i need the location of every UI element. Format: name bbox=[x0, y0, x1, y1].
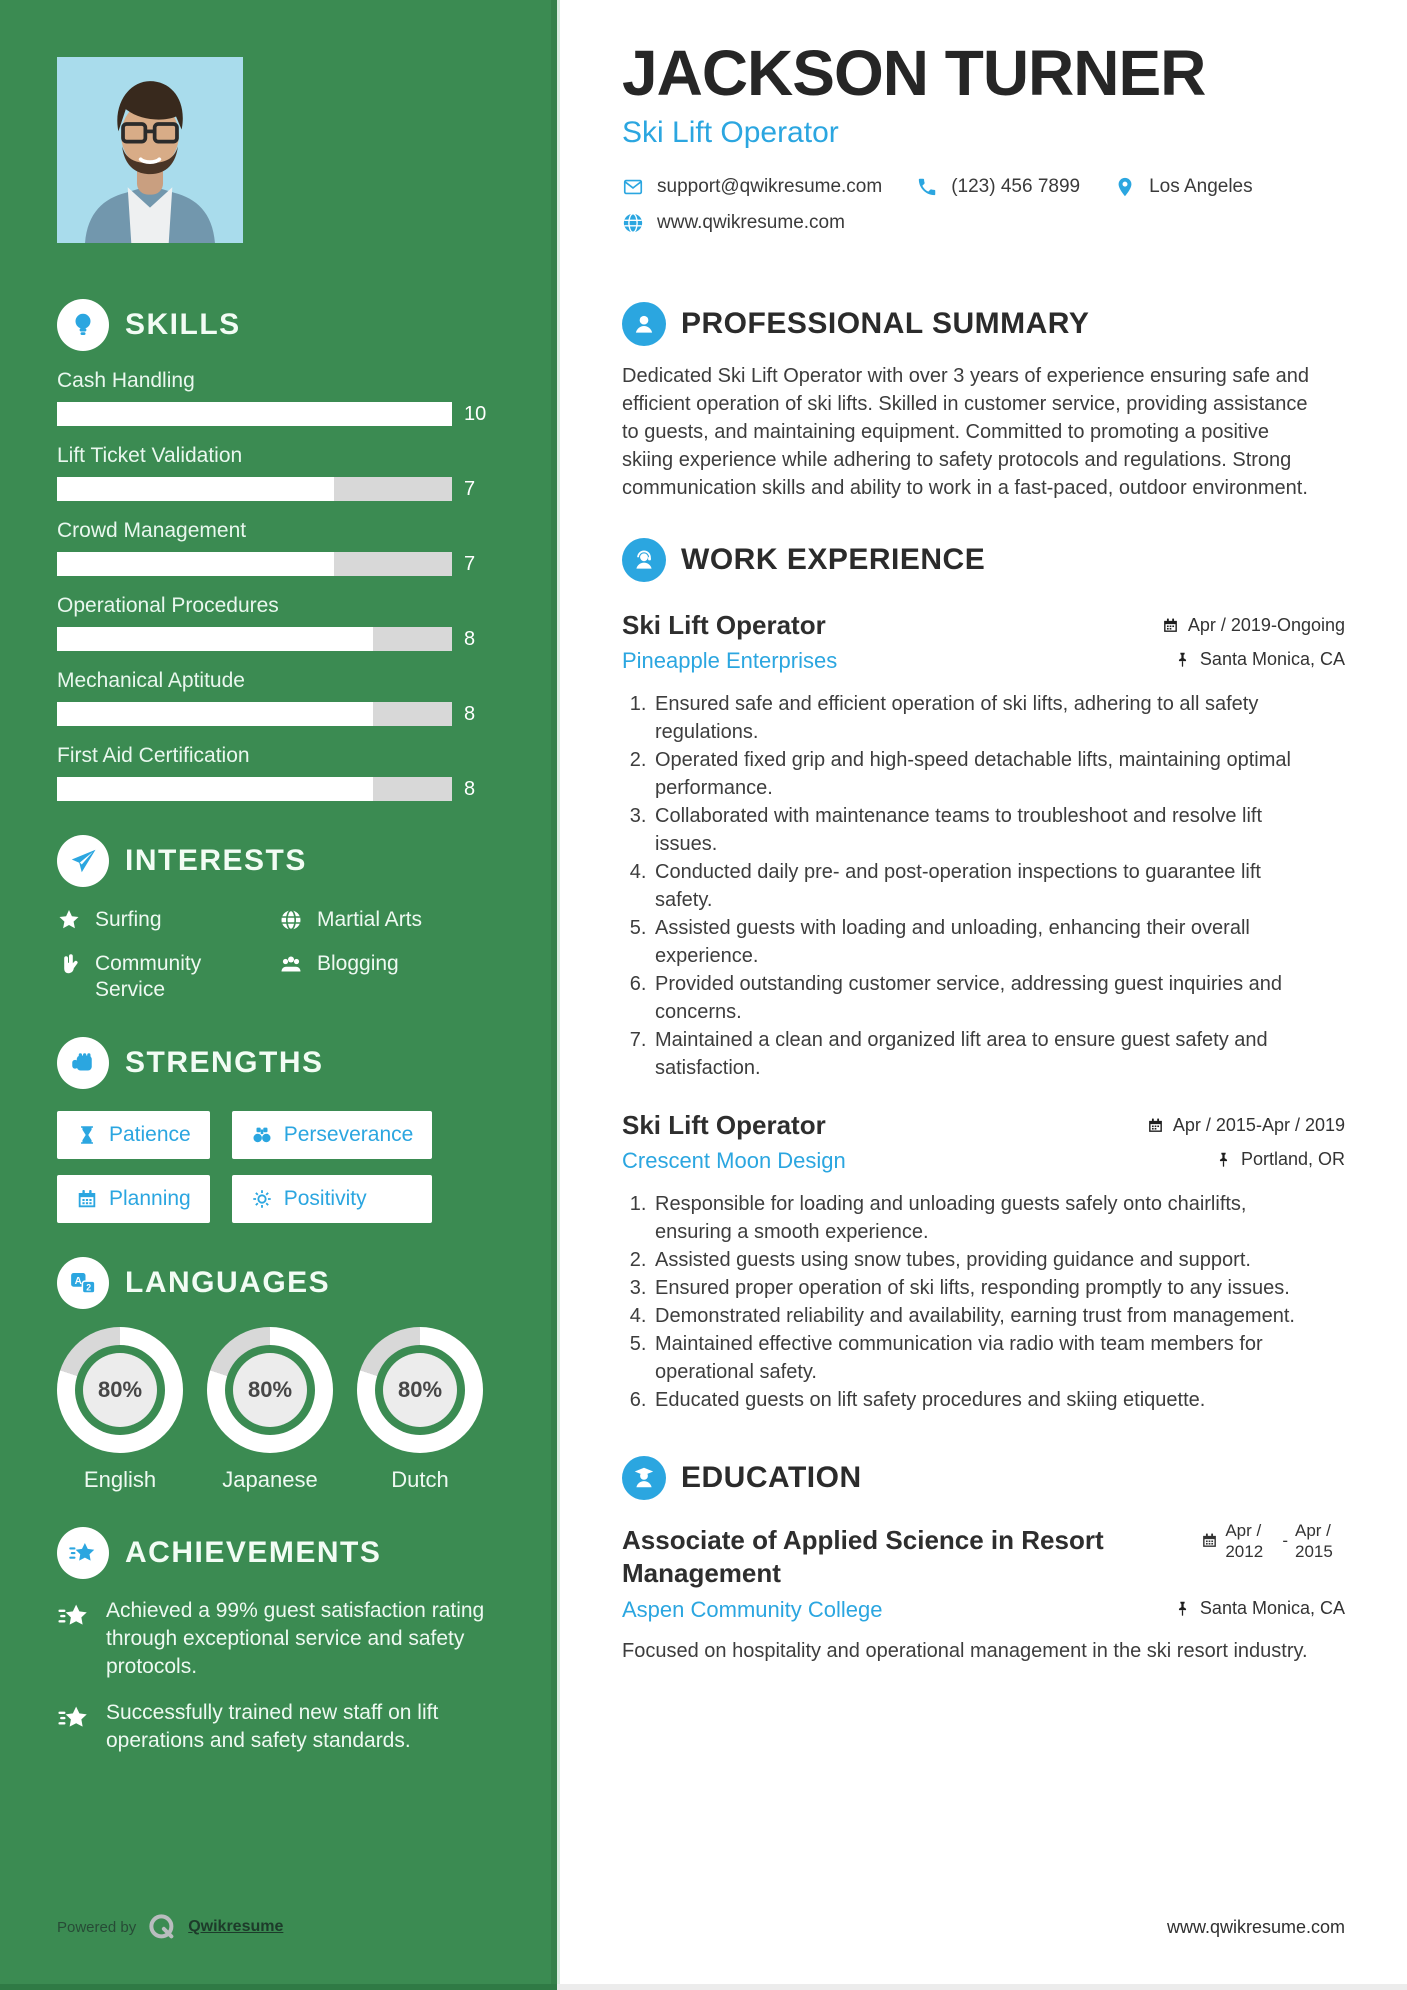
summary-text: Dedicated Ski Lift Operator with over 3 years of experience ensuring safe and efficient operation of ski lifts. Skilled in customer service, providing assistance to guests, and maintaining equipment. Committed to promoting a positive skiing experience while adhering to safety protocols and regulations. Strong communication skills and ability to work in a fast-paced, outdoor environment. bbox=[622, 364, 1310, 499]
skill-item bbox=[57, 669, 502, 726]
people-icon bbox=[279, 952, 303, 976]
contact-website: www.qwikresume.com bbox=[622, 212, 845, 234]
skill-label: First Aid Certification bbox=[57, 744, 250, 767]
calendar-blue-icon bbox=[76, 1188, 98, 1210]
qwikresume-link[interactable]: Qwikresume bbox=[188, 1918, 284, 1935]
language-donut bbox=[207, 1327, 333, 1453]
language-item bbox=[207, 1327, 333, 1493]
location-pin-icon bbox=[1114, 176, 1136, 198]
strengths-section bbox=[57, 1037, 502, 1223]
skill-bar bbox=[57, 552, 452, 576]
sidebar bbox=[0, 0, 557, 1990]
language-label: English bbox=[83, 1467, 157, 1492]
job-bullet: 5. Maintained effective communication via radio with team members for operational safety. bbox=[652, 1330, 1322, 1386]
skill-bar-fill bbox=[57, 552, 334, 576]
strengths-list bbox=[57, 1111, 502, 1223]
skill-bar bbox=[57, 402, 452, 426]
powered-by-label: Powered by bbox=[57, 1918, 137, 1936]
achievement-text: Achieved a 99% guest satisfaction rating through exceptional service and safety protocols. bbox=[106, 1599, 485, 1678]
experience-title: WORK EXPERIENCE bbox=[681, 542, 986, 576]
job-bullet: 3. Collaborated with maintenance teams to troubleshoot and resolve lift issues. bbox=[652, 802, 1322, 858]
interest-label: Blogging bbox=[317, 952, 399, 975]
achievement-item bbox=[57, 1597, 502, 1681]
skill-value: 7 bbox=[464, 477, 476, 500]
contact-email: support@qwikresume.com bbox=[622, 176, 882, 198]
job-company: Pineapple Enterprises bbox=[622, 647, 838, 673]
strength-label: Positivity bbox=[283, 1187, 367, 1210]
job-bullet: 2. Assisted guests using snow tubes, providing guidance and support. bbox=[652, 1246, 1322, 1274]
binoculars-icon bbox=[251, 1124, 273, 1146]
languages-title: LANGUAGES bbox=[125, 1266, 331, 1299]
achievements-list bbox=[57, 1597, 502, 1755]
hourglass-icon bbox=[76, 1124, 98, 1146]
interest-item bbox=[279, 907, 502, 933]
job-dates: Apr / 2015-Apr / 2019 bbox=[1147, 1115, 1345, 1136]
summary-title: PROFESSIONAL SUMMARY bbox=[681, 306, 1090, 340]
languages-list bbox=[57, 1327, 502, 1493]
job-location: Santa Monica, CA bbox=[1174, 649, 1345, 670]
job-bullet: 1. Responsible for loading and unloading guests safely onto chairlifts, ensuring a smooth experience. bbox=[652, 1190, 1322, 1246]
job-dates: Apr / 2019-Ongoing bbox=[1162, 615, 1345, 636]
profile-photo bbox=[57, 57, 243, 243]
email-icon bbox=[622, 176, 644, 198]
job-bullet: 3. Ensured proper operation of ski lifts, responding promptly to any issues. bbox=[652, 1274, 1322, 1302]
job-title: Ski Lift Operator bbox=[622, 115, 839, 149]
language-percent: 80% bbox=[233, 1353, 307, 1427]
skill-label: Crowd Management bbox=[57, 519, 247, 542]
language-label: Dutch bbox=[391, 1467, 449, 1492]
interest-label: Surfing bbox=[95, 908, 162, 931]
lightbulb-icon bbox=[57, 299, 109, 351]
avatar-illustration bbox=[57, 57, 243, 243]
strength-label: Perseverance bbox=[283, 1123, 414, 1146]
headset-person-icon bbox=[622, 538, 666, 582]
education-dates bbox=[1201, 1520, 1345, 1562]
skill-bar bbox=[57, 627, 452, 651]
main-column bbox=[557, 0, 1407, 1990]
language-percent: 80% bbox=[383, 1353, 457, 1427]
skill-bar-fill bbox=[57, 627, 373, 651]
svg-text:2: 2 bbox=[86, 1282, 92, 1293]
phone-icon bbox=[916, 176, 938, 198]
skill-label: Cash Handling bbox=[57, 369, 195, 392]
skill-bar bbox=[57, 702, 452, 726]
interest-label: Martial Arts bbox=[317, 908, 423, 931]
job-bullet: 2. Operated fixed grip and high-speed detachable lifts, maintaining optimal performance. bbox=[652, 746, 1322, 802]
achievement-item bbox=[57, 1699, 502, 1755]
language-item bbox=[357, 1327, 483, 1493]
paper-plane-icon bbox=[57, 835, 109, 887]
education-location: Santa Monica, CA bbox=[1174, 1598, 1345, 1619]
job-bullet: 4. Demonstrated reliability and availability, earning trust from management. bbox=[652, 1302, 1322, 1330]
star-motion-icon bbox=[57, 1599, 91, 1633]
job-bullet: 7. Maintained a clean and organized lift area to ensure guest safety and satisfaction. bbox=[652, 1026, 1322, 1082]
skill-label: Mechanical Aptitude bbox=[57, 669, 245, 692]
skill-label: Operational Procedures bbox=[57, 594, 279, 617]
person-name: JACKSON TURNER bbox=[622, 37, 1206, 109]
achievements-title: ACHIEVEMENTS bbox=[125, 1536, 382, 1569]
language-donut bbox=[357, 1327, 483, 1453]
job-location: Portland, OR bbox=[1215, 1149, 1345, 1170]
skill-item bbox=[57, 369, 502, 426]
skills-section bbox=[57, 299, 502, 801]
experience-section bbox=[622, 538, 1345, 1414]
pushpin-icon bbox=[1174, 1600, 1191, 1617]
contact-info bbox=[622, 176, 1345, 234]
language-label: Japanese bbox=[222, 1467, 318, 1492]
achievements-section bbox=[57, 1527, 502, 1755]
interests-list bbox=[57, 907, 502, 1003]
globe-icon bbox=[622, 212, 644, 234]
skill-bar-fill bbox=[57, 402, 452, 426]
skill-value: 10 bbox=[464, 402, 487, 425]
star-icon bbox=[57, 908, 81, 932]
education-entry bbox=[622, 1520, 1345, 1666]
skill-bar-fill bbox=[57, 702, 373, 726]
job-bullets bbox=[622, 1190, 1322, 1414]
skills-list bbox=[57, 369, 502, 801]
achievement-text: Successfully trained new staff on lift operations and safety standards. bbox=[106, 1701, 439, 1752]
job-bullet: 6. Provided outstanding customer service, addressing guest inquiries and concerns. bbox=[652, 970, 1322, 1026]
job-entry bbox=[622, 610, 1345, 1082]
svg-text:A: A bbox=[74, 1275, 82, 1287]
strength-badge bbox=[57, 1111, 210, 1159]
person-icon bbox=[622, 302, 666, 346]
interest-item bbox=[57, 907, 269, 933]
skill-value: 8 bbox=[464, 777, 476, 800]
language-percent: 80% bbox=[83, 1353, 157, 1427]
pushpin-icon bbox=[1215, 1151, 1232, 1168]
skill-value: 7 bbox=[464, 552, 476, 575]
education-section bbox=[622, 1456, 1345, 1666]
globe-outline-icon bbox=[279, 908, 303, 932]
strength-label: Planning bbox=[109, 1187, 191, 1210]
interest-item bbox=[279, 951, 502, 1003]
strength-badge bbox=[232, 1111, 433, 1159]
interest-item bbox=[57, 951, 269, 1003]
job-bullet: 4. Conducted daily pre- and post-operation inspections to guarantee lift safety. bbox=[652, 858, 1322, 914]
translate-icon bbox=[57, 1257, 109, 1309]
skill-value: 8 bbox=[464, 627, 476, 650]
star-motion-icon bbox=[57, 1701, 91, 1735]
job-role: Ski Lift Operator bbox=[622, 1109, 826, 1140]
skill-bar-fill bbox=[57, 777, 373, 801]
strengths-title: STRENGTHS bbox=[125, 1046, 324, 1079]
strength-badge bbox=[232, 1175, 433, 1223]
job-bullet: 6. Educated guests on lift safety procedures and skiing etiquette. bbox=[652, 1386, 1322, 1414]
job-bullet: 5. Assisted guests with loading and unloading, enhancing their overall experience. bbox=[652, 914, 1322, 970]
hand-icon bbox=[57, 952, 81, 976]
strength-badge bbox=[57, 1175, 210, 1223]
interest-label: Community Service bbox=[95, 952, 202, 1001]
job-entry bbox=[622, 1110, 1345, 1414]
fist-icon bbox=[57, 1037, 109, 1089]
languages-section bbox=[57, 1257, 502, 1493]
skills-title: SKILLS bbox=[125, 308, 241, 341]
skill-item bbox=[57, 444, 502, 501]
graduate-icon bbox=[622, 1456, 666, 1500]
summary-section bbox=[622, 302, 1345, 502]
education-description: Focused on hospitality and operational management in the ski resort industry. bbox=[622, 1640, 1308, 1663]
skill-bar bbox=[57, 777, 452, 801]
pushpin-icon bbox=[1174, 651, 1191, 668]
job-bullets bbox=[622, 690, 1322, 1082]
calendar-dark-icon bbox=[1147, 1117, 1164, 1134]
job-bullet: 1. Ensured safe and efficient operation of ski lifts, adhering to all safety regulations. bbox=[652, 690, 1322, 746]
powered-by bbox=[57, 1882, 502, 1942]
calendar-dark-icon bbox=[1162, 617, 1179, 634]
education-date-end: Apr / 2015 bbox=[1295, 1520, 1333, 1561]
skill-bar bbox=[57, 477, 452, 501]
language-donut bbox=[57, 1327, 183, 1453]
sun-icon bbox=[251, 1188, 273, 1210]
school-name: Aspen Community College bbox=[622, 1597, 883, 1623]
calendar-icon bbox=[1201, 1532, 1218, 1549]
skill-item bbox=[57, 744, 502, 801]
language-item bbox=[57, 1327, 183, 1493]
job-role: Ski Lift Operator bbox=[622, 609, 826, 640]
skill-label: Lift Ticket Validation bbox=[57, 444, 243, 467]
contact-location: Los Angeles bbox=[1114, 176, 1253, 198]
education-date-separator: - bbox=[1282, 1531, 1288, 1551]
footer-website: www.qwikresume.com bbox=[1166, 1917, 1345, 1937]
interests-title: INTERESTS bbox=[125, 844, 307, 877]
contact-phone: (123) 456 7899 bbox=[916, 176, 1080, 198]
education-title: EDUCATION bbox=[681, 1460, 862, 1494]
skill-value: 8 bbox=[464, 702, 476, 725]
qwikresume-logo-icon bbox=[147, 1912, 177, 1942]
strength-label: Patience bbox=[109, 1123, 191, 1146]
job-company: Crescent Moon Design bbox=[622, 1147, 846, 1173]
skill-item bbox=[57, 519, 502, 576]
skill-item bbox=[57, 594, 502, 651]
interests-section bbox=[57, 835, 502, 1003]
education-date-start: Apr / 2012 bbox=[1225, 1520, 1264, 1561]
star-badge-icon bbox=[57, 1527, 109, 1579]
degree-name: Associate of Applied Science in Resort Management bbox=[622, 1525, 1104, 1588]
jobs-list bbox=[622, 610, 1345, 1414]
skill-bar-fill bbox=[57, 477, 334, 501]
